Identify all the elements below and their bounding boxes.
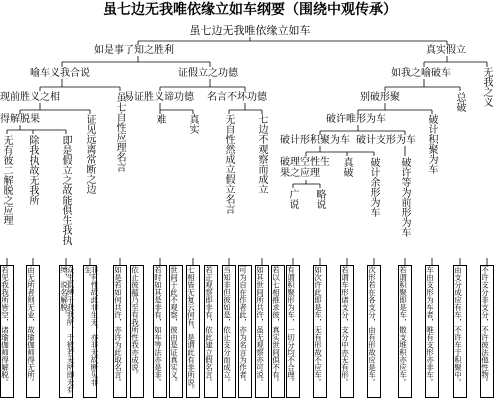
- note-box: 如是若如何共许，亦许为此取名言。: [113, 265, 127, 398]
- node-refute-other-shape: 破计余形为车: [368, 157, 379, 217]
- note-box: 不许支分非支分，不许彼法他性物。: [480, 265, 494, 398]
- node-refute-shape-only: 破许唯形为车: [326, 114, 386, 125]
- note-box: 可为自在作者此，亦为名言为作者。: [238, 265, 252, 398]
- node-real-imputation: 真实假立: [426, 45, 466, 56]
- node-actual: 真实: [187, 114, 198, 134]
- note-box: 众生俱缚于我我所，于彼若无所即无有缚，说名解脱。: [59, 265, 73, 398]
- node-refute-part-shape: 破计支形为车: [356, 135, 416, 146]
- node-difficulty: 难: [154, 114, 165, 124]
- node-no-inherent-nature: 无自性然成立假立名言: [223, 114, 234, 214]
- node-easy-ultimate: 易证胜义谛功德: [124, 92, 194, 103]
- node-refute-prior-shape: 破许等为前形为车: [399, 157, 410, 237]
- note-box: 七相皆无复云何有，是谓此有非所说。: [186, 265, 200, 398]
- note-box: 由无所者则无业，故瑜伽师得无所。: [26, 265, 40, 398]
- node-remove-self-grasp: 除我执故无我所: [27, 135, 38, 205]
- node-liberation-fruit: 得解脱果: [0, 114, 40, 125]
- node-refute-shape-collection-car: 破计形积聚为车: [280, 135, 350, 146]
- note-box: 若正观察即非有，依此建立假名言。: [204, 265, 218, 398]
- node-ultimate-aspect: 现前胜义之相: [0, 92, 60, 103]
- note-box: 依止彼蕴乃至有我所性我亦成说。: [130, 265, 144, 398]
- node-refute-chariot: 如我之喻破车: [391, 68, 451, 79]
- node-selflessness: 无我之义: [481, 67, 492, 107]
- node-benefit: 如是事了知之胜利: [94, 45, 174, 56]
- node-true-refutation: 真破: [341, 157, 352, 177]
- node-seven-aspects: 虽七自性应理名言: [114, 92, 125, 172]
- root-node: 虽七边无我唯依缘立如车: [189, 24, 311, 37]
- node-refute-collection: 破计积聚为车: [426, 114, 437, 174]
- node-seven-unexamined: 七边不观察而成立: [256, 114, 267, 194]
- node-emptiness-result: 破理空性生果之应理: [280, 157, 330, 179]
- node-chariot-analogy: 喻车义我合说: [30, 68, 90, 79]
- node-conventional-merit: 名言不坏功德: [207, 92, 267, 103]
- note-box: 若谓积聚即是车，散支堆积亦应车。: [398, 265, 412, 398]
- node-extensive: 广说: [287, 189, 298, 209]
- note-box: 次形若在各支分，由有形故应是车。: [367, 265, 381, 398]
- note-box: 如其世间所共许，虽无观察亦可说。: [255, 265, 269, 398]
- node-imputed-innate: 即是假立之故能俱生我执: [60, 135, 71, 245]
- node-general-refutation: 总破: [454, 92, 465, 112]
- note-box: 车由支形为车者，唯有支形亦非车。: [425, 265, 439, 398]
- note-box: 当知非但彼如是，依止支分而成立。: [222, 265, 236, 398]
- note-box: 有谓积聚形为车，一切分均不合理。: [286, 265, 300, 398]
- note-box: 若见我我所皆空，诸瑜伽师得解脱。: [0, 265, 14, 398]
- node-free-extremes: 证见远离常断之边: [84, 114, 95, 194]
- node-brief: 略说: [314, 189, 325, 209]
- note-box: 如次许此即是车，无有形故不应车。: [313, 265, 327, 398]
- note-box: 非有性故此非生无，亦非无故断见非生。: [83, 265, 97, 398]
- page-title: 虽七边无我唯依缘立如车纲要（围绕中观传承）: [103, 2, 397, 18]
- note-box: 由支分成应有车，不许车于积聚中。: [453, 265, 467, 398]
- note-box: 若时如其是非有，如车等法亦是非。: [153, 265, 167, 398]
- node-refute-shape-collection: 别破形聚: [360, 92, 400, 103]
- note-box: 若以七相推求彼，真实世间俱不有。: [271, 265, 285, 398]
- node-imputation-merit: 证假立之功德: [178, 68, 238, 79]
- node-no-dual-liberation: 无有彼二解脱之应理: [1, 135, 12, 225]
- note-box: 世间于此不观察，彼由是证真实义。: [169, 265, 183, 398]
- note-box: 若谓车形诸支分，支分中亦无有形。: [340, 265, 354, 398]
